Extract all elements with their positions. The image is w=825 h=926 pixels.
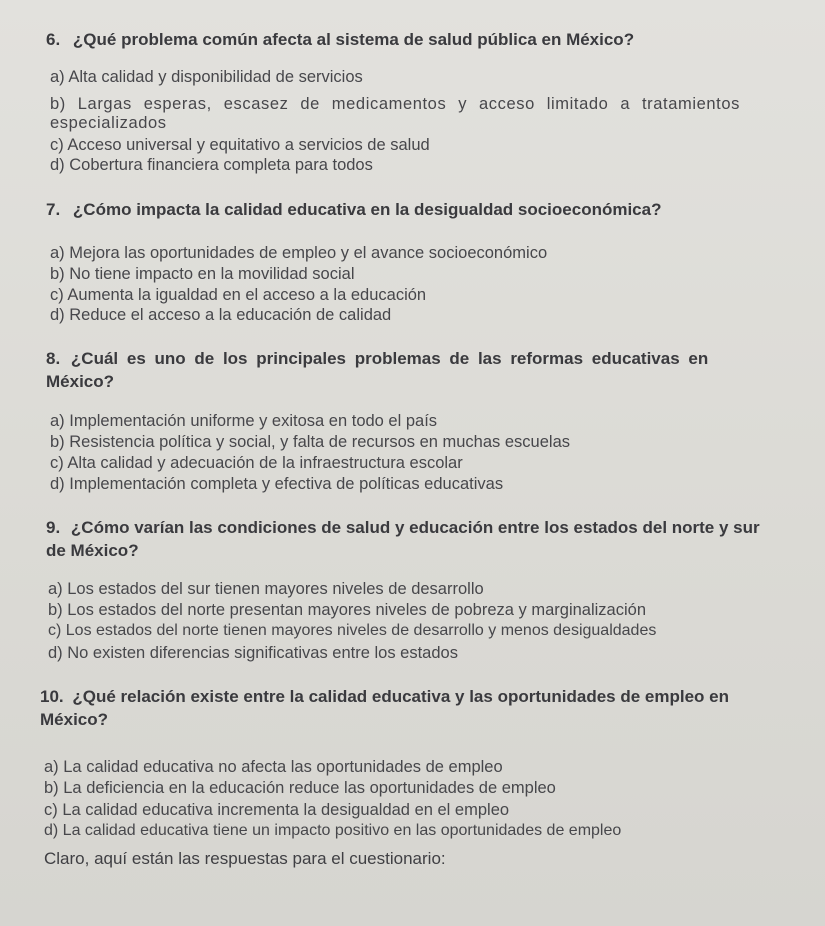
question-7-option-b: b) No tiene impacto en la movilidad social bbox=[50, 265, 355, 283]
question-10-option-b: b) La deficiencia en la educación reduce las oportunidades de empleo bbox=[44, 779, 556, 797]
question-number: 6. bbox=[46, 30, 61, 49]
closing-text: Claro, aquí están las respuestas para el cuestionario: bbox=[44, 849, 446, 868]
question-7-option-c: c) Aumenta la igualdad en el acceso a la educación bbox=[50, 286, 427, 304]
question-9-option-a: a) Los estados del sur tienen mayores niveles de desarrollo bbox=[48, 580, 484, 598]
question-8-option-d: d) Implementación completa y efectiva de políticas educativas bbox=[50, 475, 504, 493]
question-8-option-b: b) Resistencia política y social, y falta de recursos en muchas escuelas bbox=[50, 433, 570, 451]
question-text: ¿Cuál es uno de los principales problemas de las reformas educativas en México? bbox=[46, 349, 709, 391]
question-10-option-c: c) La calidad educativa incrementa la desigualdad en el empleo bbox=[44, 801, 510, 819]
question-9-option-b: b) Los estados del norte presentan mayores niveles de pobreza y marginalización bbox=[48, 601, 647, 619]
question-number: 10. bbox=[40, 687, 64, 706]
question-text: ¿Cómo impacta la calidad educativa en la desigualdad socioeconómica? bbox=[72, 200, 662, 219]
question-8-option-c: c) Alta calidad y adecuación de la infraestructura escolar bbox=[50, 454, 463, 472]
question-6-option-a: a) Alta calidad y disponibilidad de servicios bbox=[50, 68, 363, 86]
question-9-option-c: c) Los estados del norte tienen mayores niveles de desarrollo y menos desigualdades bbox=[48, 622, 657, 639]
question-text: ¿Cómo varían las condiciones de salud y educación entre los estados del norte y sur de México? bbox=[46, 518, 760, 560]
question-number: 8. bbox=[46, 349, 61, 368]
question-text: ¿Qué relación existe entre la calidad educativa y las oportunidades de empleo en México? bbox=[40, 687, 729, 729]
question-6-option-b: b) Largas esperas, escasez de medicamentos y acceso limitado a tratamientos especializados bbox=[50, 95, 740, 132]
question-6-option-c: c) Acceso universal y equitativo a servicios de salud bbox=[50, 136, 430, 154]
question-9-option-d: d) No existen diferencias significativas entre los estados bbox=[48, 644, 458, 662]
question-7-option-d: d) Reduce el acceso a la educación de calidad bbox=[50, 306, 392, 324]
question-10-option-a: a) La calidad educativa no afecta las oportunidades de empleo bbox=[44, 758, 503, 776]
question-6-option-d: d) Cobertura financiera completa para todos bbox=[50, 156, 373, 174]
question-9-title bbox=[46, 516, 766, 562]
question-text: ¿Qué problema común afecta al sistema de salud pública en México? bbox=[72, 30, 635, 49]
question-8-title bbox=[46, 347, 746, 393]
question-number: 9. bbox=[46, 518, 61, 537]
question-7-title bbox=[46, 200, 661, 220]
question-10-option-d: d) La calidad educativa tiene un impacto positivo en las oportunidades de empleo bbox=[44, 822, 622, 839]
question-10-title bbox=[40, 685, 780, 731]
question-number: 7. bbox=[46, 200, 61, 219]
question-7-option-a: a) Mejora las oportunidades de empleo y el avance socioeconómico bbox=[50, 244, 548, 262]
question-8-option-a: a) Implementación uniforme y exitosa en todo el país bbox=[50, 412, 438, 430]
question-6-title bbox=[46, 30, 634, 50]
